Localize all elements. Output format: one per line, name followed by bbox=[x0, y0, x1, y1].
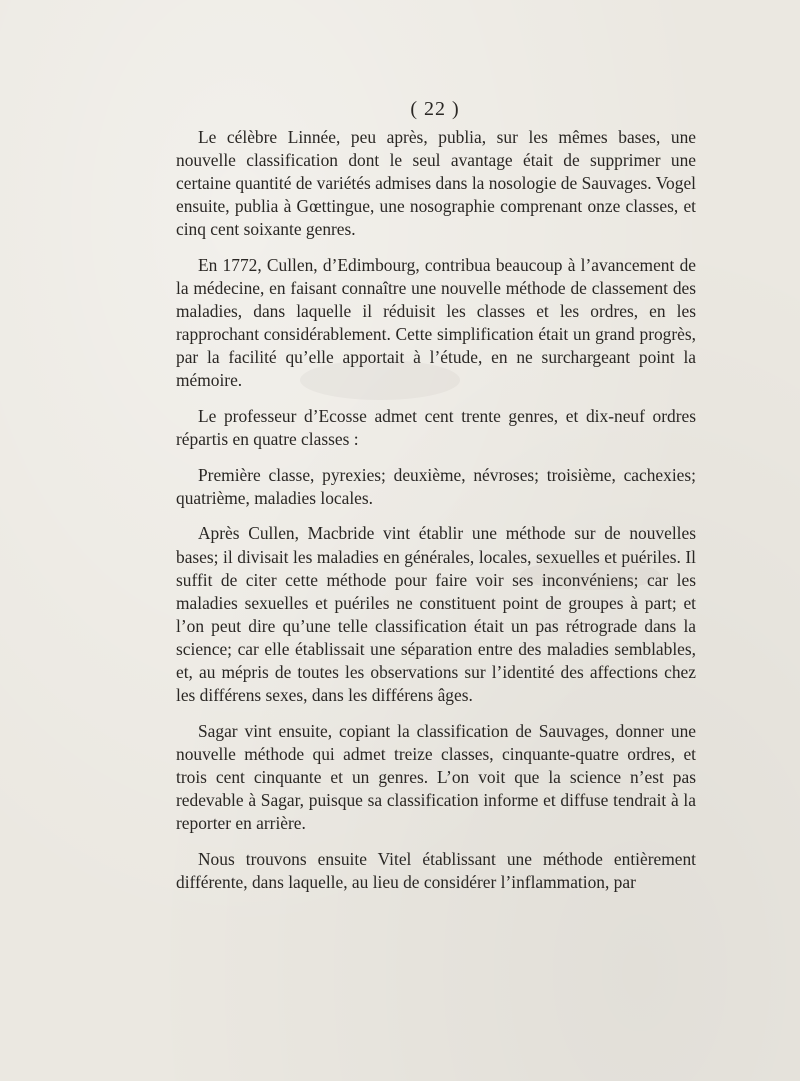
paragraph-linnee: Le célèbre Linnée, peu après, publia, sur les mêmes bases, une nouvelle classification dont le seul avantage était de supprimer une certaine quantité de variétés admises dans la nosologie de Sauvages. Vogel ensuite, publia à Gœttingue, une nosographie comprenant onze classes, et cinq cent soixante genres. bbox=[176, 127, 696, 240]
body-text bbox=[176, 126, 696, 906]
page-number: ( 22 ) bbox=[410, 98, 460, 120]
paragraph-vitel: Nous trouvons ensuite Vitel établissant une méthode entièrement différente, dans laquelle, au lieu de considérer l’inflammation, par bbox=[176, 848, 696, 892]
paragraph-sagar: Sagar vint ensuite, copiant la classification de Sauvages, donner une nouvelle méthode qui admet treize classes, cinquante-quatre ordres, et trois cent cinquante et un genres. L’on voit que la science n’est pas redevable à Sagar, puisque sa classification informe et diffuse tendrait à la reporter en arrière. bbox=[176, 720, 696, 834]
paragraph-macbride: Après Cullen, Macbride vint établir une méthode sur de nouvelles bases; il divisait les maladies en générales, locales, sexuelles et puériles. Il suffit de citer cette méthode pour faire voir ses inconvéniens; car les maladies sexuelles et puériles ne constituent point de groupes à part; et l’on peut dire qu’une telle classification était un pas rétrograde dans la science; car elle établissait une séparation entre des maladies semblables, et, au mépris de toutes les observations sur l’identité des affections chez les différens sexes, dans les différens âges. bbox=[176, 523, 696, 706]
paragraph-cullen: En 1772, Cullen, d’Edimbourg, contribua beaucoup à l’avancement de la médecine, en faisant connaître une nouvelle méthode de classement des maladies, dans laquelle il réduisit les classes et les ordres, en les rapprochant considérablement. Cette simplification était un grand progrès, par la facilité qu’elle apportait à l’étude, en ne surchargeant point la mémoire. bbox=[176, 254, 696, 391]
paragraph-professeur: Le professeur d’Ecosse admet cent trente genres, et dix-neuf ordres répartis en quatre classes : bbox=[176, 406, 696, 450]
paragraph-classes: Première classe, pyrexies; deuxième, névroses; troisième, cachexies; quatrième, maladies locales. bbox=[176, 464, 696, 508]
